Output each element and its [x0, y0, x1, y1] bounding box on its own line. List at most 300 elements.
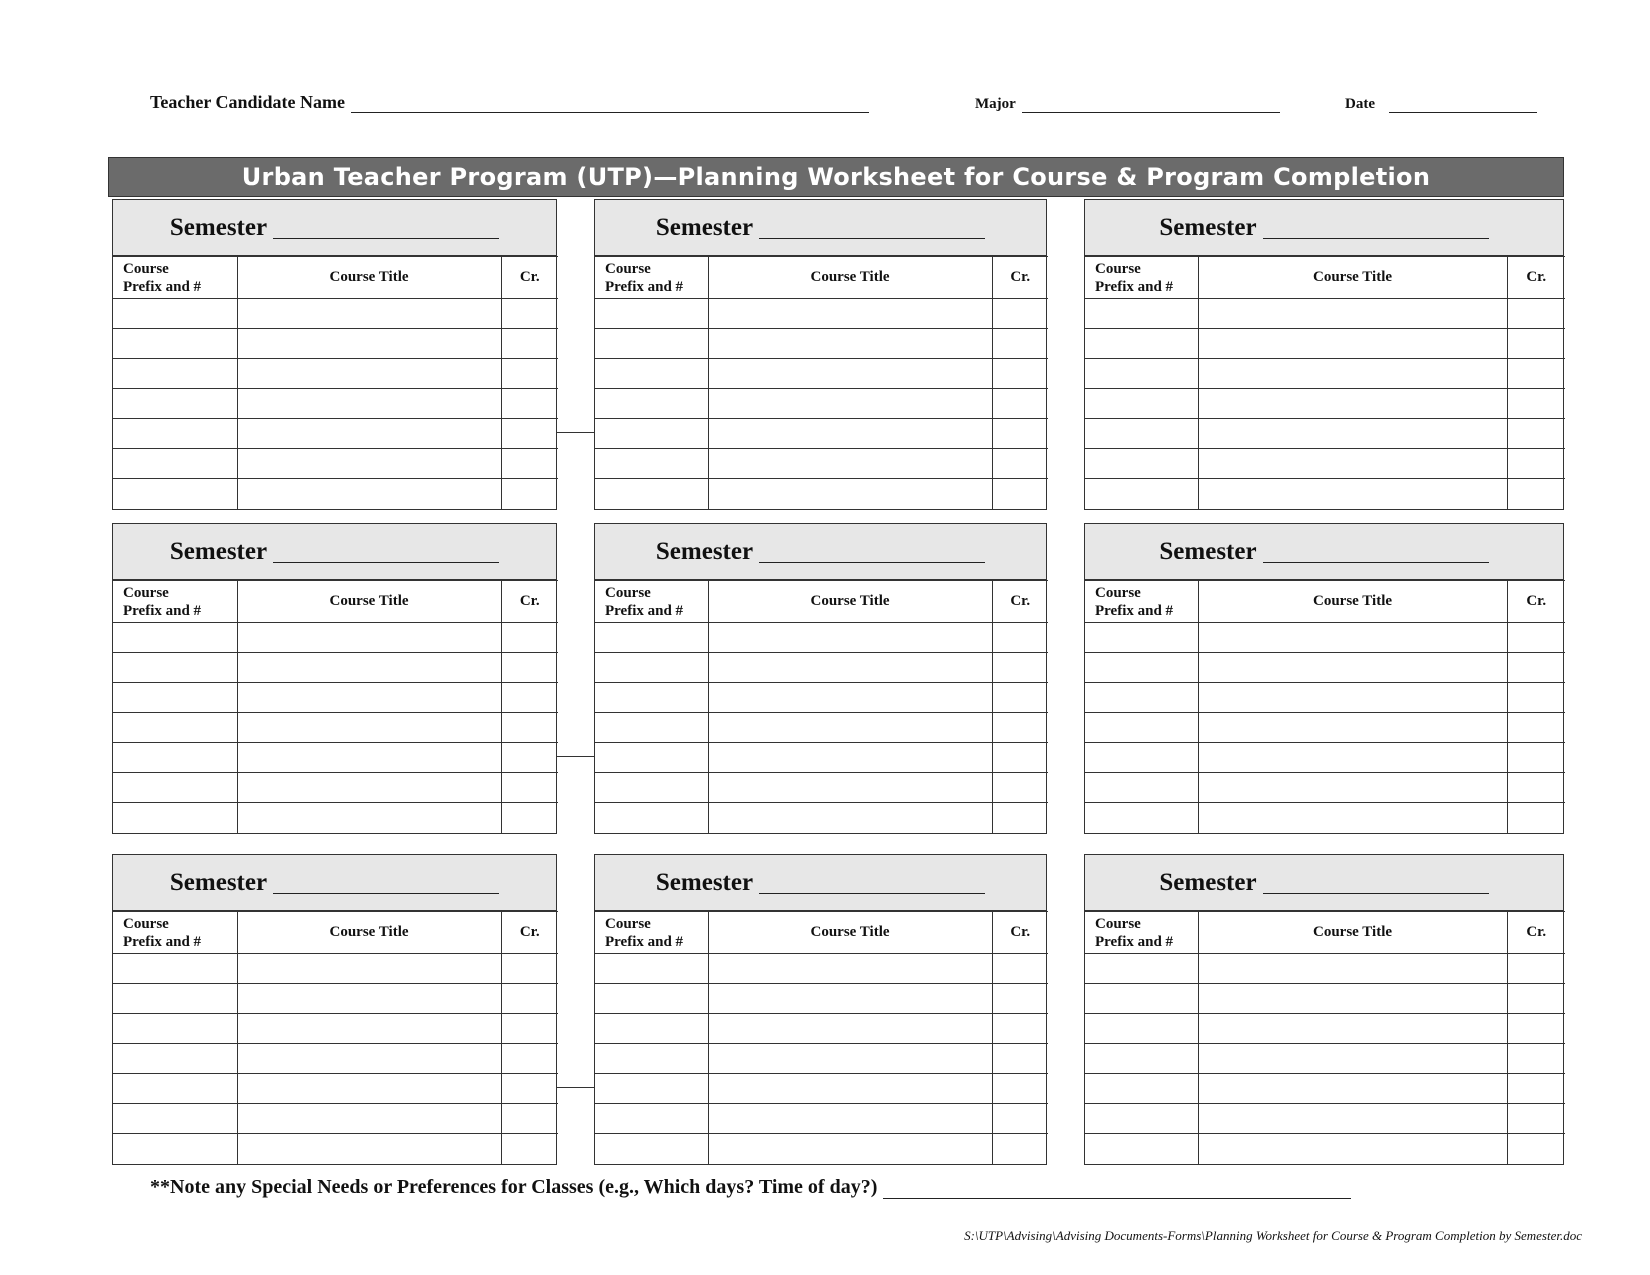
course-prefix-cell[interactable] [113, 389, 237, 419]
table-row [113, 449, 558, 479]
credits-cell[interactable] [992, 329, 1048, 359]
course-prefix-cell[interactable] [1085, 713, 1198, 743]
course-title-cell[interactable] [237, 299, 501, 329]
course-prefix-cell[interactable] [113, 479, 237, 509]
course-prefix-cell[interactable] [113, 773, 237, 803]
course-prefix-cell[interactable] [595, 713, 708, 743]
course-title-cell[interactable] [1198, 1014, 1507, 1044]
course-prefix-header-line2: Prefix and # [605, 602, 684, 619]
course-prefix-cell[interactable] [113, 713, 237, 743]
course-title-header: Course Title [708, 257, 992, 299]
credits-cell[interactable] [501, 479, 558, 509]
course-prefix-header-line1: Course [123, 915, 169, 932]
course-prefix-cell[interactable] [113, 1134, 237, 1164]
credits-cell[interactable] [1507, 359, 1565, 389]
semester-header [1085, 524, 1563, 580]
course-title-cell[interactable] [237, 479, 501, 509]
semester-block-8 [594, 854, 1047, 1165]
course-title-cell[interactable] [1198, 743, 1507, 773]
semester-label: Semester [1159, 537, 1257, 565]
course-title-cell[interactable] [708, 743, 992, 773]
course-prefix-cell[interactable] [1085, 1074, 1198, 1104]
course-prefix-cell[interactable] [113, 329, 237, 359]
credits-cell[interactable] [992, 713, 1048, 743]
course-table [595, 911, 1048, 1164]
credits-cell[interactable] [501, 329, 558, 359]
credits-cell[interactable] [501, 954, 558, 984]
course-prefix-cell[interactable] [595, 984, 708, 1014]
course-prefix-cell[interactable] [113, 984, 237, 1014]
course-prefix-cell[interactable] [1085, 984, 1198, 1014]
course-title-cell[interactable] [708, 803, 992, 833]
major-label: Major [975, 96, 1016, 112]
course-title-cell[interactable] [1198, 773, 1507, 803]
course-title-cell[interactable] [708, 419, 992, 449]
table-row [113, 803, 558, 833]
special-needs-note[interactable] [150, 1176, 1351, 1199]
course-prefix-cell[interactable] [595, 1044, 708, 1074]
course-prefix-header-line1: Course [1095, 584, 1141, 601]
course-prefix-header-line2: Prefix and # [605, 278, 684, 295]
table-row [595, 1104, 1048, 1134]
credits-cell[interactable] [1507, 1134, 1565, 1164]
table-row [113, 773, 558, 803]
credits-cell[interactable] [1507, 683, 1565, 713]
course-prefix-cell[interactable] [595, 359, 708, 389]
semester-header [113, 855, 556, 911]
course-title-cell[interactable] [708, 683, 992, 713]
credits-cell[interactable] [1507, 954, 1565, 984]
credits-cell[interactable] [501, 1104, 558, 1134]
semester-label: Semester [655, 537, 754, 565]
course-prefix-cell[interactable] [595, 803, 708, 833]
course-title-cell[interactable] [1198, 359, 1507, 389]
course-title-cell[interactable] [1198, 329, 1507, 359]
table-row [113, 329, 558, 359]
course-title-cell[interactable] [708, 713, 992, 743]
credits-cell[interactable] [1507, 713, 1565, 743]
course-prefix-cell[interactable] [595, 743, 708, 773]
table-row [595, 359, 1048, 389]
course-title-cell[interactable] [1198, 449, 1507, 479]
course-prefix-header [595, 912, 708, 954]
course-prefix-cell[interactable] [113, 1104, 237, 1134]
course-prefix-header-line2: Prefix and # [123, 602, 202, 619]
course-table [1085, 911, 1565, 1164]
semester-block-7 [112, 854, 557, 1165]
course-prefix-cell[interactable] [113, 419, 237, 449]
course-title-cell[interactable] [237, 653, 501, 683]
course-prefix-cell[interactable] [113, 743, 237, 773]
course-title-cell[interactable] [708, 1074, 992, 1104]
table-row [1085, 449, 1565, 479]
semester-label: Semester [169, 537, 268, 565]
table-row [113, 299, 558, 329]
table-row [595, 803, 1048, 833]
course-prefix-cell[interactable] [1085, 449, 1198, 479]
credits-cell[interactable] [992, 803, 1048, 833]
credits-cell[interactable] [992, 653, 1048, 683]
credits-cell[interactable] [1507, 623, 1565, 653]
course-prefix-cell[interactable] [595, 1014, 708, 1044]
credits-cell[interactable] [501, 984, 558, 1014]
semester-name-line[interactable] [273, 540, 499, 563]
table-row [595, 1014, 1048, 1044]
credits-cell[interactable] [501, 683, 558, 713]
course-title-cell[interactable] [1198, 299, 1507, 329]
table-row [1085, 1074, 1565, 1104]
course-title-cell[interactable] [1198, 1044, 1507, 1074]
course-prefix-cell[interactable] [113, 359, 237, 389]
course-title-cell[interactable] [237, 419, 501, 449]
credits-cell[interactable] [1507, 449, 1565, 479]
semester-label: Semester [169, 868, 268, 896]
date-field[interactable] [1345, 96, 1537, 113]
course-prefix-cell[interactable] [113, 954, 237, 984]
semester-name-line[interactable] [759, 540, 985, 563]
credits-cell[interactable] [501, 1044, 558, 1074]
course-title-cell[interactable] [708, 1104, 992, 1134]
course-title-cell[interactable] [708, 773, 992, 803]
course-title-header: Course Title [237, 912, 501, 954]
course-title-cell[interactable] [1198, 1104, 1507, 1134]
block-connector-line [557, 432, 595, 433]
course-prefix-cell[interactable] [1085, 329, 1198, 359]
credits-cell[interactable] [992, 299, 1048, 329]
course-title-cell[interactable] [237, 743, 501, 773]
course-title-cell[interactable] [237, 984, 501, 1014]
credits-cell[interactable] [1507, 1074, 1565, 1104]
credits-cell[interactable] [992, 479, 1048, 509]
credits-cell[interactable] [501, 389, 558, 419]
table-row [113, 623, 558, 653]
course-title-cell[interactable] [237, 1134, 501, 1164]
course-title-cell[interactable] [237, 713, 501, 743]
table-row [595, 419, 1048, 449]
credits-cell[interactable] [501, 359, 558, 389]
table-row [1085, 713, 1565, 743]
credits-cell[interactable] [1507, 419, 1565, 449]
course-prefix-cell[interactable] [595, 449, 708, 479]
semester-header [595, 200, 1046, 256]
table-row [595, 954, 1048, 984]
course-prefix-cell[interactable] [595, 389, 708, 419]
course-prefix-cell[interactable] [1085, 1014, 1198, 1044]
course-title-cell[interactable] [237, 389, 501, 419]
course-prefix-cell[interactable] [595, 653, 708, 683]
course-title-cell[interactable] [708, 449, 992, 479]
course-title-cell[interactable] [1198, 984, 1507, 1014]
course-title-cell[interactable] [1198, 419, 1507, 449]
course-title-cell[interactable] [237, 773, 501, 803]
credits-header: Cr. [1507, 581, 1565, 623]
course-prefix-cell[interactable] [1085, 773, 1198, 803]
credits-header: Cr. [1507, 912, 1565, 954]
semester-header [113, 524, 556, 580]
course-prefix-cell[interactable] [113, 1044, 237, 1074]
semester-name-line[interactable] [759, 216, 985, 239]
table-row [1085, 299, 1565, 329]
course-title-cell[interactable] [237, 954, 501, 984]
table-row [113, 1074, 558, 1104]
credits-cell[interactable] [501, 299, 558, 329]
semester-name-line[interactable] [273, 216, 499, 239]
credits-cell[interactable] [501, 419, 558, 449]
table-row [113, 683, 558, 713]
course-title-cell[interactable] [708, 954, 992, 984]
table-row [1085, 623, 1565, 653]
major-field[interactable] [975, 96, 1280, 113]
credits-cell[interactable] [992, 419, 1048, 449]
course-prefix-cell[interactable] [113, 299, 237, 329]
course-title-cell[interactable] [708, 1134, 992, 1164]
course-title-cell[interactable] [237, 449, 501, 479]
credits-cell[interactable] [501, 1134, 558, 1164]
course-title-cell[interactable] [708, 653, 992, 683]
course-title-cell[interactable] [708, 984, 992, 1014]
course-prefix-cell[interactable] [113, 683, 237, 713]
course-prefix-cell[interactable] [1085, 954, 1198, 984]
credits-cell[interactable] [501, 1074, 558, 1104]
candidate-name-label: Teacher Candidate Name [150, 92, 345, 112]
course-prefix-cell[interactable] [1085, 803, 1198, 833]
course-prefix-cell[interactable] [1085, 1134, 1198, 1164]
credits-cell[interactable] [992, 1074, 1048, 1104]
table-row [595, 653, 1048, 683]
course-prefix-cell[interactable] [1085, 623, 1198, 653]
credits-cell[interactable] [1507, 1014, 1565, 1044]
credits-cell[interactable] [992, 743, 1048, 773]
course-prefix-cell[interactable] [113, 449, 237, 479]
course-title-cell[interactable] [1198, 803, 1507, 833]
table-row [595, 683, 1048, 713]
table-row [113, 1044, 558, 1074]
course-title-cell[interactable] [1198, 389, 1507, 419]
credits-cell[interactable] [1507, 773, 1565, 803]
course-title-cell[interactable] [1198, 713, 1507, 743]
course-title-cell[interactable] [1198, 623, 1507, 653]
course-prefix-header-line1: Course [1095, 915, 1141, 932]
course-title-cell[interactable] [708, 329, 992, 359]
table-row [595, 299, 1048, 329]
course-title-header: Course Title [708, 912, 992, 954]
course-prefix-header [595, 581, 708, 623]
table-row [1085, 389, 1565, 419]
credits-cell[interactable] [501, 1014, 558, 1044]
table-row [595, 623, 1048, 653]
credits-cell[interactable] [1507, 743, 1565, 773]
course-title-cell[interactable] [237, 359, 501, 389]
course-table-header [113, 912, 558, 954]
course-prefix-cell[interactable] [595, 329, 708, 359]
semester-header [113, 200, 556, 256]
course-title-cell[interactable] [1198, 479, 1507, 509]
semester-name-line[interactable] [273, 871, 499, 894]
credits-cell[interactable] [992, 623, 1048, 653]
course-prefix-cell[interactable] [595, 1104, 708, 1134]
credits-cell[interactable] [501, 449, 558, 479]
credits-cell[interactable] [992, 389, 1048, 419]
course-table-header [1085, 912, 1565, 954]
table-row [113, 1134, 558, 1164]
course-prefix-header [1085, 912, 1198, 954]
table-row [1085, 683, 1565, 713]
course-title-cell[interactable] [1198, 1134, 1507, 1164]
course-title-cell[interactable] [1198, 653, 1507, 683]
credits-cell[interactable] [992, 1104, 1048, 1134]
course-title-cell[interactable] [708, 389, 992, 419]
document-path-footer: S:\UTP\Advising\Advising Documents-Forms\Planning Worksheet for Course & Program Completion by Semester.doc [964, 1228, 1582, 1243]
credits-cell[interactable] [992, 683, 1048, 713]
semester-label: Semester [655, 213, 754, 241]
candidate-name-line[interactable] [351, 94, 869, 113]
course-prefix-cell[interactable] [595, 419, 708, 449]
credits-cell[interactable] [1507, 803, 1565, 833]
semester-block-6 [1084, 523, 1564, 834]
table-row [113, 479, 558, 509]
credits-cell[interactable] [1507, 1044, 1565, 1074]
credits-cell[interactable] [501, 803, 558, 833]
course-title-cell[interactable] [237, 1014, 501, 1044]
course-prefix-cell[interactable] [595, 683, 708, 713]
special-needs-line[interactable] [883, 1178, 1351, 1199]
course-prefix-cell[interactable] [595, 299, 708, 329]
date-line[interactable] [1389, 98, 1537, 113]
course-prefix-cell[interactable] [1085, 1104, 1198, 1134]
credits-cell[interactable] [992, 984, 1048, 1014]
table-row [113, 743, 558, 773]
table-row [1085, 419, 1565, 449]
course-prefix-header-line1: Course [605, 915, 651, 932]
course-prefix-header [595, 257, 708, 299]
credits-cell[interactable] [501, 623, 558, 653]
course-title-cell[interactable] [708, 299, 992, 329]
course-prefix-cell[interactable] [113, 623, 237, 653]
course-prefix-cell[interactable] [1085, 359, 1198, 389]
course-title-cell[interactable] [708, 479, 992, 509]
semester-name-line[interactable] [759, 871, 985, 894]
table-row [595, 479, 1048, 509]
candidate-name-field[interactable] [150, 92, 869, 113]
course-prefix-cell[interactable] [1085, 299, 1198, 329]
course-title-cell[interactable] [708, 1044, 992, 1074]
course-prefix-cell[interactable] [1085, 419, 1198, 449]
credits-cell[interactable] [1507, 479, 1565, 509]
credits-cell[interactable] [1507, 329, 1565, 359]
semester-name-line[interactable] [1263, 216, 1489, 239]
table-row [1085, 653, 1565, 683]
semester-label: Semester [1159, 213, 1257, 241]
credits-cell[interactable] [1507, 984, 1565, 1014]
course-table [1085, 256, 1565, 509]
table-row [1085, 359, 1565, 389]
course-prefix-cell[interactable] [113, 1014, 237, 1044]
credits-cell[interactable] [1507, 299, 1565, 329]
semester-name-line[interactable] [1263, 871, 1489, 894]
course-title-cell[interactable] [237, 329, 501, 359]
course-prefix-cell[interactable] [1085, 389, 1198, 419]
credits-cell[interactable] [992, 954, 1048, 984]
course-prefix-cell[interactable] [595, 623, 708, 653]
course-table [113, 580, 558, 833]
course-prefix-cell[interactable] [113, 653, 237, 683]
course-prefix-header-line2: Prefix and # [1095, 278, 1174, 295]
course-prefix-cell[interactable] [1085, 683, 1198, 713]
course-table-header [113, 581, 558, 623]
credits-cell[interactable] [992, 1044, 1048, 1074]
table-row [1085, 1104, 1565, 1134]
course-title-cell[interactable] [1198, 954, 1507, 984]
table-row [113, 954, 558, 984]
course-title-cell[interactable] [237, 1074, 501, 1104]
semester-name-line[interactable] [1263, 540, 1489, 563]
worksheet-title-banner: Urban Teacher Program (UTP)—Planning Worksheet for Course & Program Completion [108, 157, 1564, 197]
credits-cell[interactable] [992, 1134, 1048, 1164]
table-row [595, 329, 1048, 359]
course-prefix-cell[interactable] [595, 1134, 708, 1164]
course-table-header [1085, 257, 1565, 299]
course-prefix-header [1085, 581, 1198, 623]
table-row [595, 773, 1048, 803]
credits-cell[interactable] [992, 1014, 1048, 1044]
credits-cell[interactable] [992, 359, 1048, 389]
course-title-cell[interactable] [237, 803, 501, 833]
major-line[interactable] [1022, 98, 1280, 113]
course-title-cell[interactable] [708, 1014, 992, 1044]
course-prefix-header-line2: Prefix and # [1095, 602, 1174, 619]
credits-cell[interactable] [992, 773, 1048, 803]
course-title-cell[interactable] [708, 623, 992, 653]
course-prefix-cell[interactable] [595, 954, 708, 984]
credits-cell[interactable] [992, 449, 1048, 479]
course-prefix-header-line1: Course [123, 584, 169, 601]
course-prefix-header [113, 581, 237, 623]
course-table [113, 256, 558, 509]
course-prefix-cell[interactable] [595, 773, 708, 803]
block-connector-line [557, 1087, 595, 1088]
course-prefix-cell[interactable] [1085, 1044, 1198, 1074]
credits-cell[interactable] [501, 773, 558, 803]
credits-cell[interactable] [1507, 389, 1565, 419]
course-prefix-cell[interactable] [595, 1074, 708, 1104]
table-row [1085, 479, 1565, 509]
credits-cell[interactable] [1507, 1104, 1565, 1134]
course-title-cell[interactable] [237, 1044, 501, 1074]
course-prefix-cell[interactable] [113, 1074, 237, 1104]
credits-cell[interactable] [501, 653, 558, 683]
credits-cell[interactable] [1507, 653, 1565, 683]
course-prefix-cell[interactable] [113, 803, 237, 833]
course-prefix-cell[interactable] [1085, 743, 1198, 773]
course-title-cell[interactable] [237, 1104, 501, 1134]
course-title-cell[interactable] [708, 359, 992, 389]
course-prefix-cell[interactable] [595, 479, 708, 509]
semester-block-4 [112, 523, 557, 834]
course-prefix-cell[interactable] [1085, 479, 1198, 509]
course-title-cell[interactable] [237, 683, 501, 713]
table-row [1085, 984, 1565, 1014]
course-title-cell[interactable] [1198, 683, 1507, 713]
course-prefix-cell[interactable] [1085, 653, 1198, 683]
semester-header [595, 524, 1046, 580]
credits-cell[interactable] [501, 743, 558, 773]
course-title-cell[interactable] [237, 623, 501, 653]
semester-block-3 [1084, 199, 1564, 510]
table-row [1085, 329, 1565, 359]
course-title-cell[interactable] [1198, 1074, 1507, 1104]
credits-cell[interactable] [501, 713, 558, 743]
course-title-header: Course Title [237, 257, 501, 299]
